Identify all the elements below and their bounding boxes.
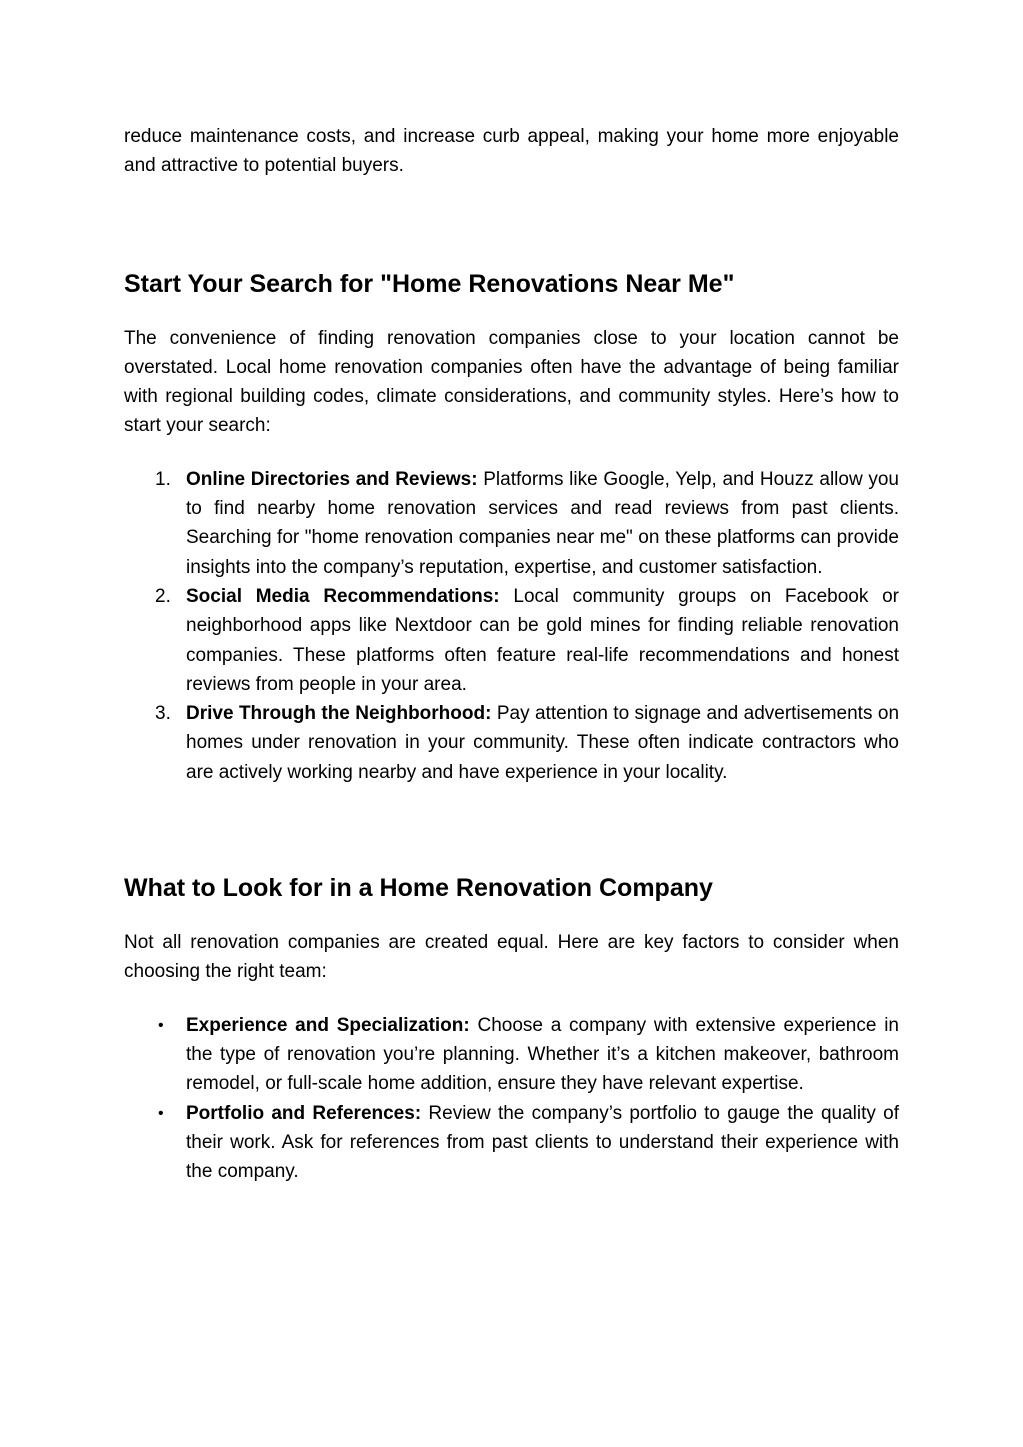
bullet-marker: • [158, 1104, 164, 1122]
item-text: Choose a company with extensive experience in the type of renovation you’re planning. Whether it’s a kitchen makeover, bathroom remodel, or full-scale home addition, ensure they have relevant expertise. [186, 1014, 899, 1095]
item-lead: Online Directories and Reviews: [186, 468, 478, 490]
item-lead: Social Media Recommendations: [186, 585, 500, 607]
search-paragraph: The convenience of finding renovation companies close to your location cannot be overstated. Local home renovation companies often have the advantage of being familiar with regional building codes, climate considerations, and community styles. Here’s how to start your search: [124, 327, 899, 437]
item-text: Platforms like Google, Yelp, and Houzz allow you to find nearby home renovation services and read reviews from past clients. Searching for "home renovation companies near me" on these platforms can provide insights into the company’s reputation, expertise, and customer satisfaction. [186, 468, 900, 578]
item-text: Local community groups on Facebook or neighborhood apps like Nextdoor can be gold mines for finding reliable renovation companies. These platforms often feature real-life recommendations and honest reviews from people in your area. [186, 585, 900, 695]
section-heading-search: Start Your Search for "Home Renovations Near Me" [124, 269, 735, 298]
item-lead: Portfolio and References: [186, 1102, 422, 1124]
item-lead: Drive Through the Neighborhood: [186, 703, 492, 725]
search-steps-list [124, 465, 899, 787]
item-text: Review the company’s portfolio to gauge the quality of their work. Ask for references from past clients to understand their experience with the company. [186, 1102, 899, 1183]
list-number: 2. [155, 585, 171, 607]
factors-list [124, 1011, 899, 1187]
list-number: 3. [155, 703, 171, 725]
list-item [124, 1099, 899, 1187]
section-heading-lookfor: What to Look for in a Home Renovation Company [124, 874, 713, 903]
list-item [124, 699, 899, 787]
bullet-marker: • [158, 1016, 164, 1034]
list-item [124, 1011, 899, 1099]
list-item [124, 582, 899, 699]
item-lead: Experience and Specialization: [186, 1014, 470, 1036]
lookfor-paragraph: Not all renovation companies are created equal. Here are key factors to consider when choosing the right team: [124, 932, 899, 983]
document-page [124, 122, 899, 1186]
list-number: 1. [155, 468, 171, 490]
intro-paragraph: reduce maintenance costs, and increase curb appeal, making your home more enjoyable and attractive to potential buyers. [124, 126, 899, 177]
item-text: Pay attention to signage and advertisements on homes under renovation in your community. These often indicate contractors who are actively working nearby and have experience in your locality. [186, 703, 900, 783]
list-item [124, 465, 899, 582]
